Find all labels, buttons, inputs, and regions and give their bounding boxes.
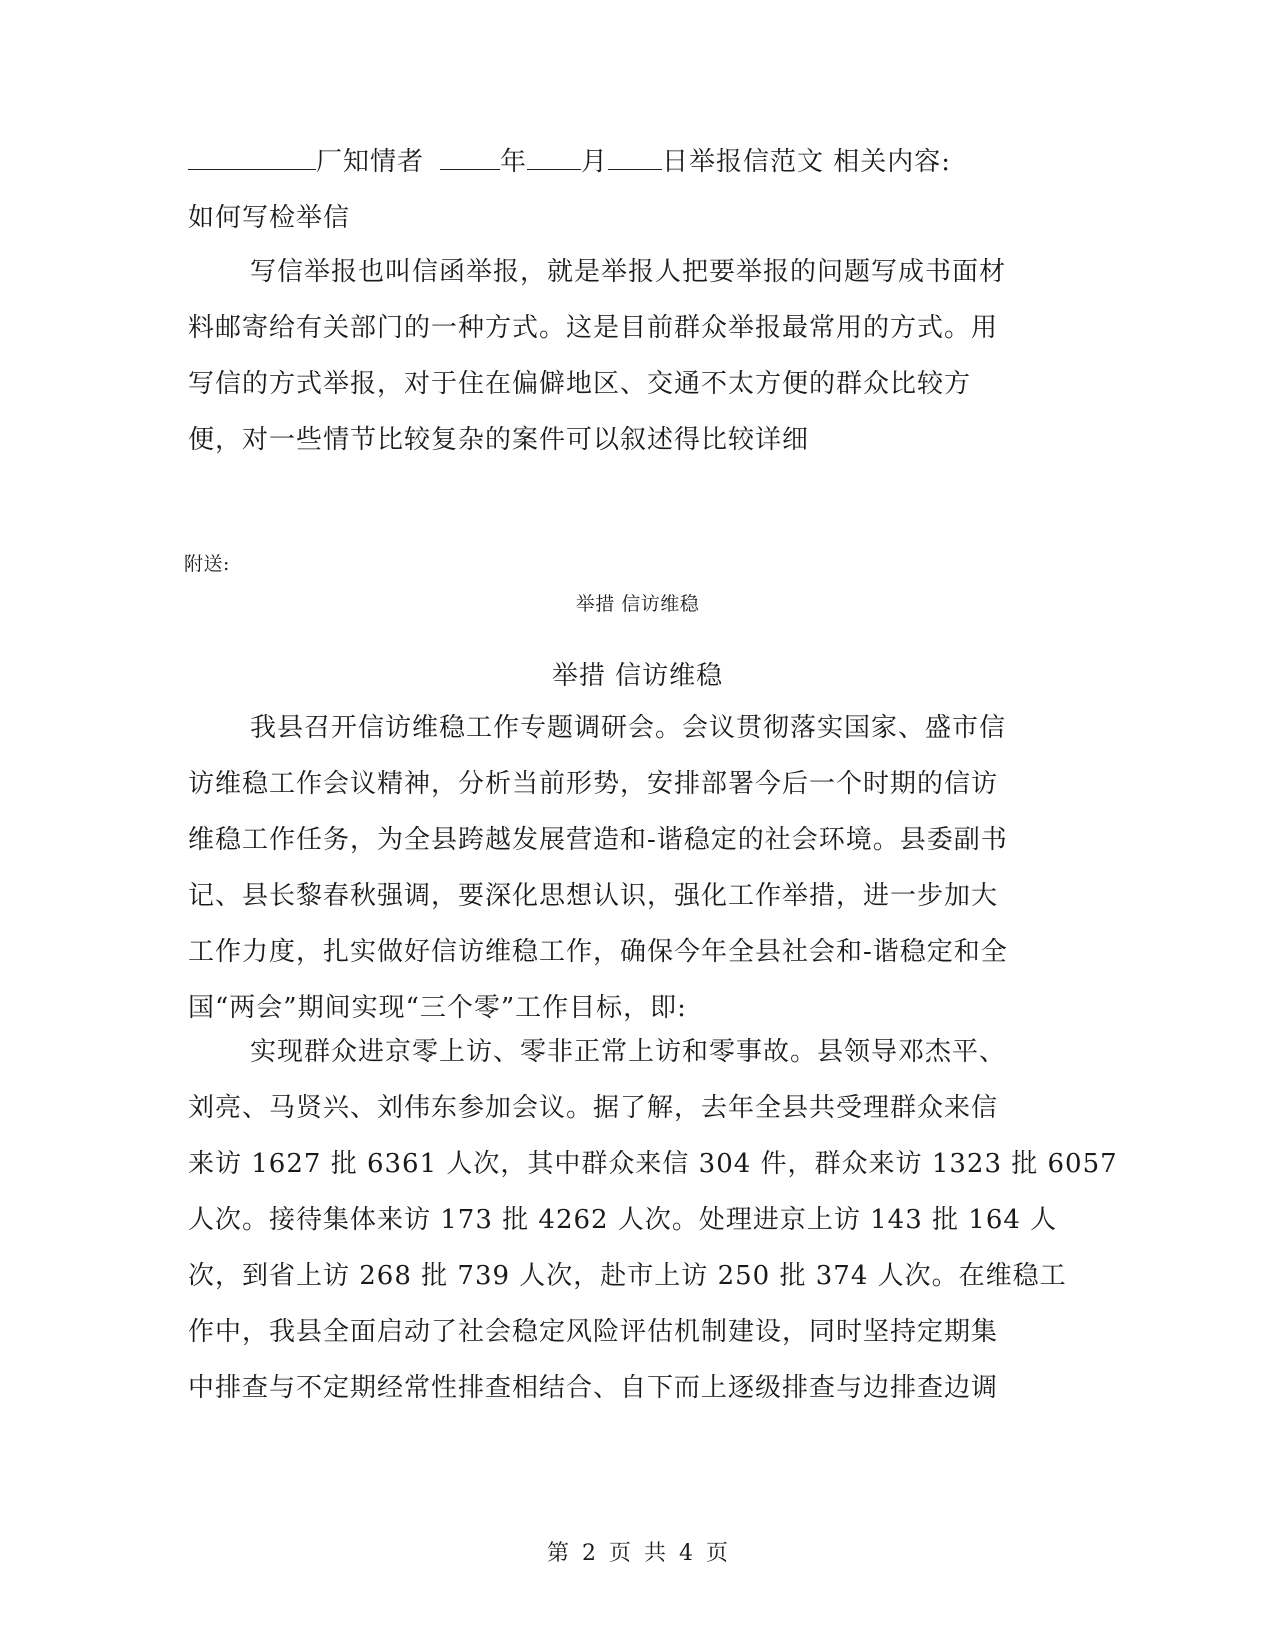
paragraph-2 bbox=[188, 700, 1088, 1036]
section-heading: 举措 信访维稳 bbox=[551, 661, 724, 691]
text-line: 便，对一些情节比较复杂的案件可以叙述得比较详细 bbox=[188, 425, 810, 455]
text-line: 国“两会”期间实现“三个零”工作目标，即: bbox=[188, 993, 687, 1023]
text-line: 作中，我县全面启动了社会稳定风险评估机制建设，同时坚持定期集 bbox=[188, 1317, 999, 1347]
text-line: 工作力度，扎实做好信访维稳工作，确保今年全县社会和-谐稳定和全 bbox=[188, 937, 1008, 967]
text-line: 我县召开信访维稳工作专题调研会。会议贯彻落实国家、盛市信 bbox=[250, 713, 1007, 743]
text-line: 中排查与不定期经常性排查相结合、自下而上逐级排查与边排查边调 bbox=[188, 1373, 999, 1403]
text-line: 刘亮、马贤兴、刘伟东参加会议。据了解，去年全县共受理群众来信 bbox=[188, 1093, 999, 1123]
text-line: 记、县长黎春秋强调，要深化思想认识，强化工作举措，进一步加大 bbox=[188, 881, 999, 911]
text-line: 写信举报也叫信函举报，就是举报人把要举报的问题写成书面材 bbox=[250, 257, 1007, 287]
blank-underline bbox=[188, 137, 316, 170]
paragraph-3 bbox=[188, 1024, 1118, 1416]
blank-underline bbox=[527, 137, 581, 170]
text-line: 人次。接待集体来访 173 批 4262 人次。处理进京上访 143 批 164 人 bbox=[188, 1205, 1058, 1235]
text-line: 维稳工作任务，为全县跨越发展营造和-谐稳定的社会环境。县委副书 bbox=[188, 825, 1008, 855]
header-seg-2: 年 bbox=[500, 147, 528, 177]
attachment-title: 举措 信访维稳 bbox=[575, 593, 700, 615]
header-seg-4: 日举报信范文 相关内容: bbox=[662, 147, 952, 177]
header-block bbox=[188, 134, 1088, 246]
text-line: 实现群众进京零上访、零非正常上访和零事故。县领导邓杰平、 bbox=[250, 1037, 1007, 1067]
page-footer: 第 2 页 共 4 页 bbox=[547, 1541, 728, 1566]
attachment-label: 附送: bbox=[184, 553, 230, 575]
header-seg-3: 月 bbox=[581, 147, 609, 177]
text-line: 来访 1627 批 6361 人次，其中群众来信 304 件，群众来访 1323 批 6057 bbox=[188, 1149, 1118, 1179]
blank-underline bbox=[440, 137, 500, 170]
text-line: 写信的方式举报，对于住在偏僻地区、交通不太方便的群众比较方 bbox=[188, 369, 972, 399]
text-line: 访维稳工作会议精神，分析当前形势，安排部署今后一个时期的信访 bbox=[188, 769, 999, 799]
header-line bbox=[188, 134, 1088, 190]
paragraph-1 bbox=[188, 244, 1088, 468]
text-line: 料邮寄给有关部门的一种方式。这是目前群众举报最常用的方式。用 bbox=[188, 313, 999, 343]
text-line: 次，到省上访 268 批 739 人次，赴市上访 250 批 374 人次。在维稳工 bbox=[188, 1261, 1067, 1291]
text-line: 如何写检举信 bbox=[188, 203, 351, 233]
header-seg-1: 厂知情者 bbox=[316, 147, 425, 177]
blank-underline bbox=[608, 137, 662, 170]
